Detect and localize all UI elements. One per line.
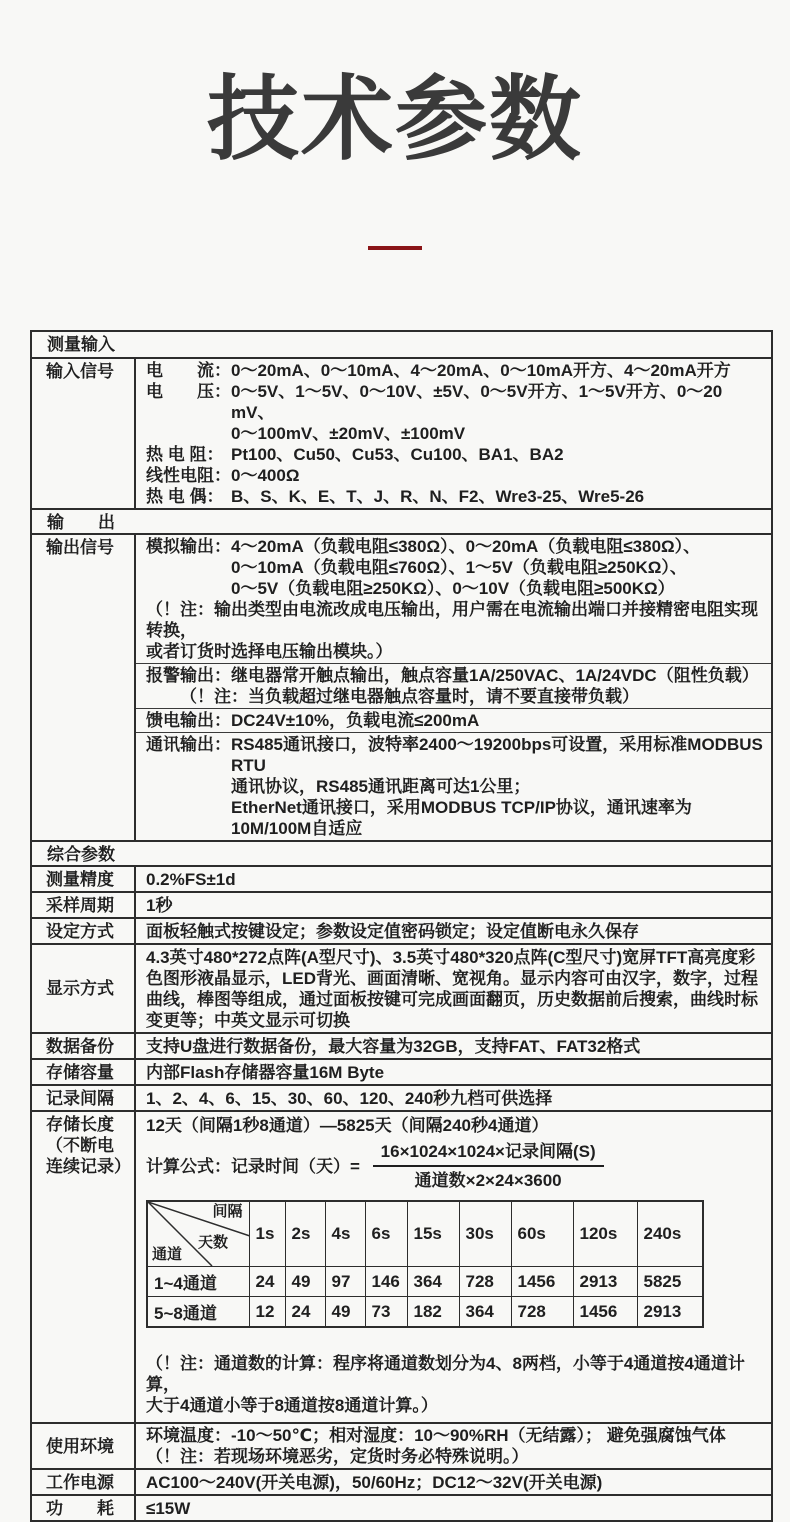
row-content [136, 535, 771, 840]
row-label-line: 记录间隔 [46, 1088, 114, 1108]
row-label-line: 测量精度 [46, 869, 114, 889]
corner-label-interval: 间隔 [212, 1203, 243, 1220]
matrix-value-cell: 49 [285, 1267, 325, 1297]
matrix-value-cell: 364 [407, 1267, 459, 1297]
section-row: 测量输入 [47, 335, 115, 354]
spec-line-text: （！注：输出类型由电流改成电压输出，用户需在电流输出端口并接精密电阻实现转换， [146, 600, 758, 640]
spec-line-text: 环境温度：-10～50℃；相对湿度：10～90%RH（无结露）； 避免强腐蚀气体 [146, 1426, 726, 1445]
spec-line-text: 0～5V（负载电阻≥250KΩ）、0～10V（负载电阻≥500KΩ） [231, 579, 675, 598]
spec-line [146, 599, 763, 641]
row-label-line: 输入信号 [46, 362, 114, 381]
formula-fraction [373, 1141, 604, 1191]
spec-block [136, 359, 771, 508]
row-label [32, 1060, 136, 1084]
spec-line [146, 734, 763, 776]
matrix-value-cell: 364 [459, 1297, 511, 1328]
row-label [32, 1424, 136, 1468]
row-content [136, 1034, 771, 1058]
spec-line-text: 0～100mV、±20mV、±100mV [231, 424, 466, 443]
row-value: 支持U盘进行数据备份，最大容量为32GB，支持FAT、FAT32格式 [146, 1037, 641, 1056]
corner-label-days: 天数 [198, 1234, 229, 1251]
spec-row [32, 1084, 771, 1110]
row-value: 1、2、4、6、15、30、60、120、240秒九档可供选择 [146, 1089, 553, 1108]
spec-line-label: 线性电阻： [146, 466, 231, 485]
spec-line [231, 776, 763, 797]
matrix-value-cell: 24 [285, 1297, 325, 1328]
spec-line [180, 686, 763, 707]
row-label [32, 919, 136, 943]
spec-line [146, 381, 763, 423]
spec-block [136, 708, 771, 732]
spec-line [146, 486, 763, 507]
row-value: 1秒 [146, 896, 173, 915]
spec-line-label: 电 压： [146, 382, 231, 401]
spec-row [32, 1468, 771, 1494]
row-content [136, 945, 771, 1032]
formula-denominator: 通道数×2×24×3600 [414, 1171, 562, 1190]
spec-line [146, 536, 763, 557]
row-content [136, 919, 771, 943]
spec-row [32, 1032, 771, 1058]
storage-matrix-table [146, 1200, 704, 1328]
row-label [32, 535, 136, 840]
spec-line-text: 继电器常开触点输出，触点容量1A/250VAC、1A/24VDC（阻性负载） [231, 666, 759, 685]
spec-line-label: 馈电输出： [146, 711, 231, 730]
spec-line-text: Pt100、Cu50、Cu53、Cu100、BA1、BA2 [231, 445, 564, 464]
row-label [32, 1470, 136, 1494]
title-underline-decoration [368, 246, 422, 250]
matrix-value-cell: 2913 [573, 1267, 637, 1297]
spec-line [146, 1425, 763, 1446]
spec-line [146, 710, 763, 731]
matrix-data-row [147, 1267, 703, 1297]
matrix-value-cell: 97 [325, 1267, 365, 1297]
interval-header-cell: 4s [325, 1201, 365, 1267]
spec-row [32, 533, 771, 840]
matrix-value-cell: 1456 [511, 1267, 573, 1297]
row-label-line: 使用环境 [46, 1436, 114, 1456]
spec-row [32, 943, 771, 1032]
row-label [32, 1034, 136, 1058]
row-label [32, 945, 136, 1032]
spec-line-text: （！注：当负载超过继电器触点容量时，请不要直接带负载） [180, 687, 639, 706]
row-content [136, 1496, 771, 1520]
spec-line-text: 0～20mA、0～10mA、4～20mA、0～10mA开方、4～20mA开方 [231, 361, 731, 380]
channel-range-cell: 5~8通道 [147, 1297, 249, 1328]
formula-prefix: 计算公式：记录时间（天）= [146, 1156, 365, 1176]
matrix-value-cell: 12 [249, 1297, 285, 1328]
row-value: 面板轻触式按键设定；参数设定值密码锁定；设定值断电永久保存 [146, 922, 639, 941]
spec-line-text: RS485通讯接口，波特率2400～19200bps可设置，采用标准MODBUS RTU [231, 735, 763, 775]
spec-line-label: 通讯输出： [146, 735, 231, 754]
spec-row [32, 357, 771, 508]
interval-header-cell: 15s [407, 1201, 459, 1267]
matrix-value-cell: 728 [511, 1297, 573, 1328]
storage-content [136, 1112, 771, 1422]
spec-line [146, 465, 763, 486]
storage-note [146, 1353, 763, 1416]
row-value: 4.3英寸480*272点阵(A型尺寸)、3.5英寸480*320点阵(C型尺寸)宽屏TFT高亮度彩色图形液晶显示，LED背光、画面清晰、宽视角。显示内容可由汉字，数字，过程曲线，棒图等组成，通过面板按键可完成画面翻页，历史数据前后搜索，曲线时标变更等；中英文显示可切换 [146, 948, 758, 1030]
storage-note-line: （！注：通道数的计算：程序将通道数划分为4、8两档，小等于4通道按4通道计算， [146, 1354, 745, 1394]
interval-header-cell: 6s [365, 1201, 407, 1267]
interval-header-cell: 30s [459, 1201, 511, 1267]
spec-row [32, 1058, 771, 1084]
row-value: 内部Flash存储器容量16M Byte [146, 1063, 385, 1082]
spec-line-text: 或者订货时选择电压输出模块。） [146, 642, 393, 661]
row-content [136, 1424, 771, 1468]
row-label [32, 1086, 136, 1110]
matrix-corner-cell [147, 1201, 249, 1267]
spec-line [146, 665, 763, 686]
channel-range-cell: 1~4通道 [147, 1267, 249, 1297]
spec-line-text: B、S、K、E、T、J、R、N、F2、Wre3-25、Wre5-26 [231, 487, 645, 506]
interval-header-cell: 60s [511, 1201, 573, 1267]
spec-block [136, 732, 771, 840]
spec-line [231, 423, 763, 444]
row-label-line: 输出信号 [46, 538, 114, 557]
spec-line-label: 模拟输出： [146, 537, 231, 556]
spec-row [32, 917, 771, 943]
row-content [136, 1470, 771, 1494]
page-title: 技术参数 [206, 69, 583, 171]
section-row: 输 出 [32, 508, 771, 533]
spec-line-text: 0～5V、1～5V、0～10V、±5V、0～5V开方、1～5V开方、0～20 mV、 [231, 382, 723, 422]
row-content [136, 893, 771, 917]
hero-section [0, 0, 790, 250]
spec-row [32, 865, 771, 891]
spec-line-label: 电 流： [146, 361, 231, 380]
spec-line [231, 797, 763, 839]
spec-block [136, 663, 771, 708]
spec-line [146, 444, 763, 465]
row-value: AC100～240V(开关电源)，50/60Hz；DC12～32V(开关电源) [146, 1473, 603, 1492]
row-label-line: 连续记录） [46, 1157, 131, 1176]
matrix-value-cell: 728 [459, 1267, 511, 1297]
matrix-data-row [147, 1297, 703, 1328]
row-label-line: 功 耗 [46, 1498, 114, 1518]
matrix-value-cell: 49 [325, 1297, 365, 1328]
storage-note-line: 大于4通道小等于8通道按8通道计算。） [146, 1396, 438, 1415]
spec-line-text: 0～400Ω [231, 466, 300, 485]
matrix-value-cell: 146 [365, 1267, 407, 1297]
spec-line-label: 热 电 阻： [146, 445, 224, 464]
row-label-line: 存储长度 [46, 1115, 114, 1134]
row-label [32, 359, 136, 508]
spec-line-text: （！注：若现场环境恶劣，定货时务必特殊说明。） [146, 1447, 529, 1466]
row-label-line: 数据备份 [46, 1036, 114, 1056]
spec-row [32, 1110, 771, 1422]
matrix-value-cell: 5825 [637, 1267, 703, 1297]
row-label-line: 显示方式 [46, 979, 114, 998]
row-content [136, 1086, 771, 1110]
matrix-header-row [147, 1201, 703, 1267]
matrix-value-cell: 73 [365, 1297, 407, 1328]
spec-block [136, 1424, 771, 1468]
row-label [32, 1496, 136, 1520]
row-content [136, 1112, 771, 1422]
interval-header-cell: 2s [285, 1201, 325, 1267]
row-label [32, 867, 136, 891]
spec-row [32, 1494, 771, 1520]
formula-numerator: 16×1024×1024×记录间隔(S) [373, 1141, 604, 1167]
spec-row [32, 1422, 771, 1468]
spec-block [136, 535, 771, 663]
spec-line-text: 0～10mA（负载电阻≤760Ω）、1～5V（负载电阻≥250KΩ）、 [231, 558, 687, 577]
row-label [32, 1112, 136, 1422]
row-content [136, 1060, 771, 1084]
spec-line [146, 1446, 763, 1467]
storage-formula [146, 1141, 763, 1191]
spec-line [146, 641, 763, 662]
row-label-line: 设定方式 [46, 921, 114, 941]
matrix-value-cell: 24 [249, 1267, 285, 1297]
spec-line-text: 4～20mA（负载电阻≤380Ω）、0～20mA（负载电阻≤380Ω）、 [231, 537, 701, 556]
spec-line-label: 报警输出： [146, 666, 231, 685]
storage-range: 12天（间隔1秒8通道）—5825天（间隔240秒4通道） [146, 1116, 549, 1135]
row-content [136, 359, 771, 508]
interval-header-cell: 120s [573, 1201, 637, 1267]
spec-line-text: DC24V±10%，负载电流≤200mA [231, 711, 480, 730]
spec-row [32, 891, 771, 917]
corner-label-channel: 通道 [152, 1246, 183, 1263]
spec-line-label: 热 电 偶： [146, 487, 224, 506]
interval-header-cell: 1s [249, 1201, 285, 1267]
row-label-line: （不断电 [46, 1136, 114, 1155]
spec-line [231, 557, 763, 578]
matrix-value-cell: 182 [407, 1297, 459, 1328]
row-label-line: 存储容量 [46, 1062, 114, 1082]
spec-line-text: 通讯协议，RS485通讯距离可达1公里； [231, 777, 531, 796]
row-content [136, 867, 771, 891]
interval-header-cell: 240s [637, 1201, 703, 1267]
row-label [32, 893, 136, 917]
spec-line [231, 578, 763, 599]
row-value: ≤15W [146, 1499, 191, 1518]
spec-table [30, 330, 773, 1522]
spec-line [146, 360, 763, 381]
matrix-value-cell: 2913 [637, 1297, 703, 1328]
row-label-line: 采样周期 [46, 895, 114, 915]
spec-line-text: EtherNet通讯接口，采用MODBUS TCP/IP协议，通讯速率为10M/100M自适应 [231, 798, 692, 838]
row-label-line: 工作电源 [46, 1472, 114, 1492]
section-row: 综合参数 [32, 840, 771, 865]
matrix-value-cell: 1456 [573, 1297, 637, 1328]
row-value: 0.2%FS±1d [146, 870, 236, 889]
